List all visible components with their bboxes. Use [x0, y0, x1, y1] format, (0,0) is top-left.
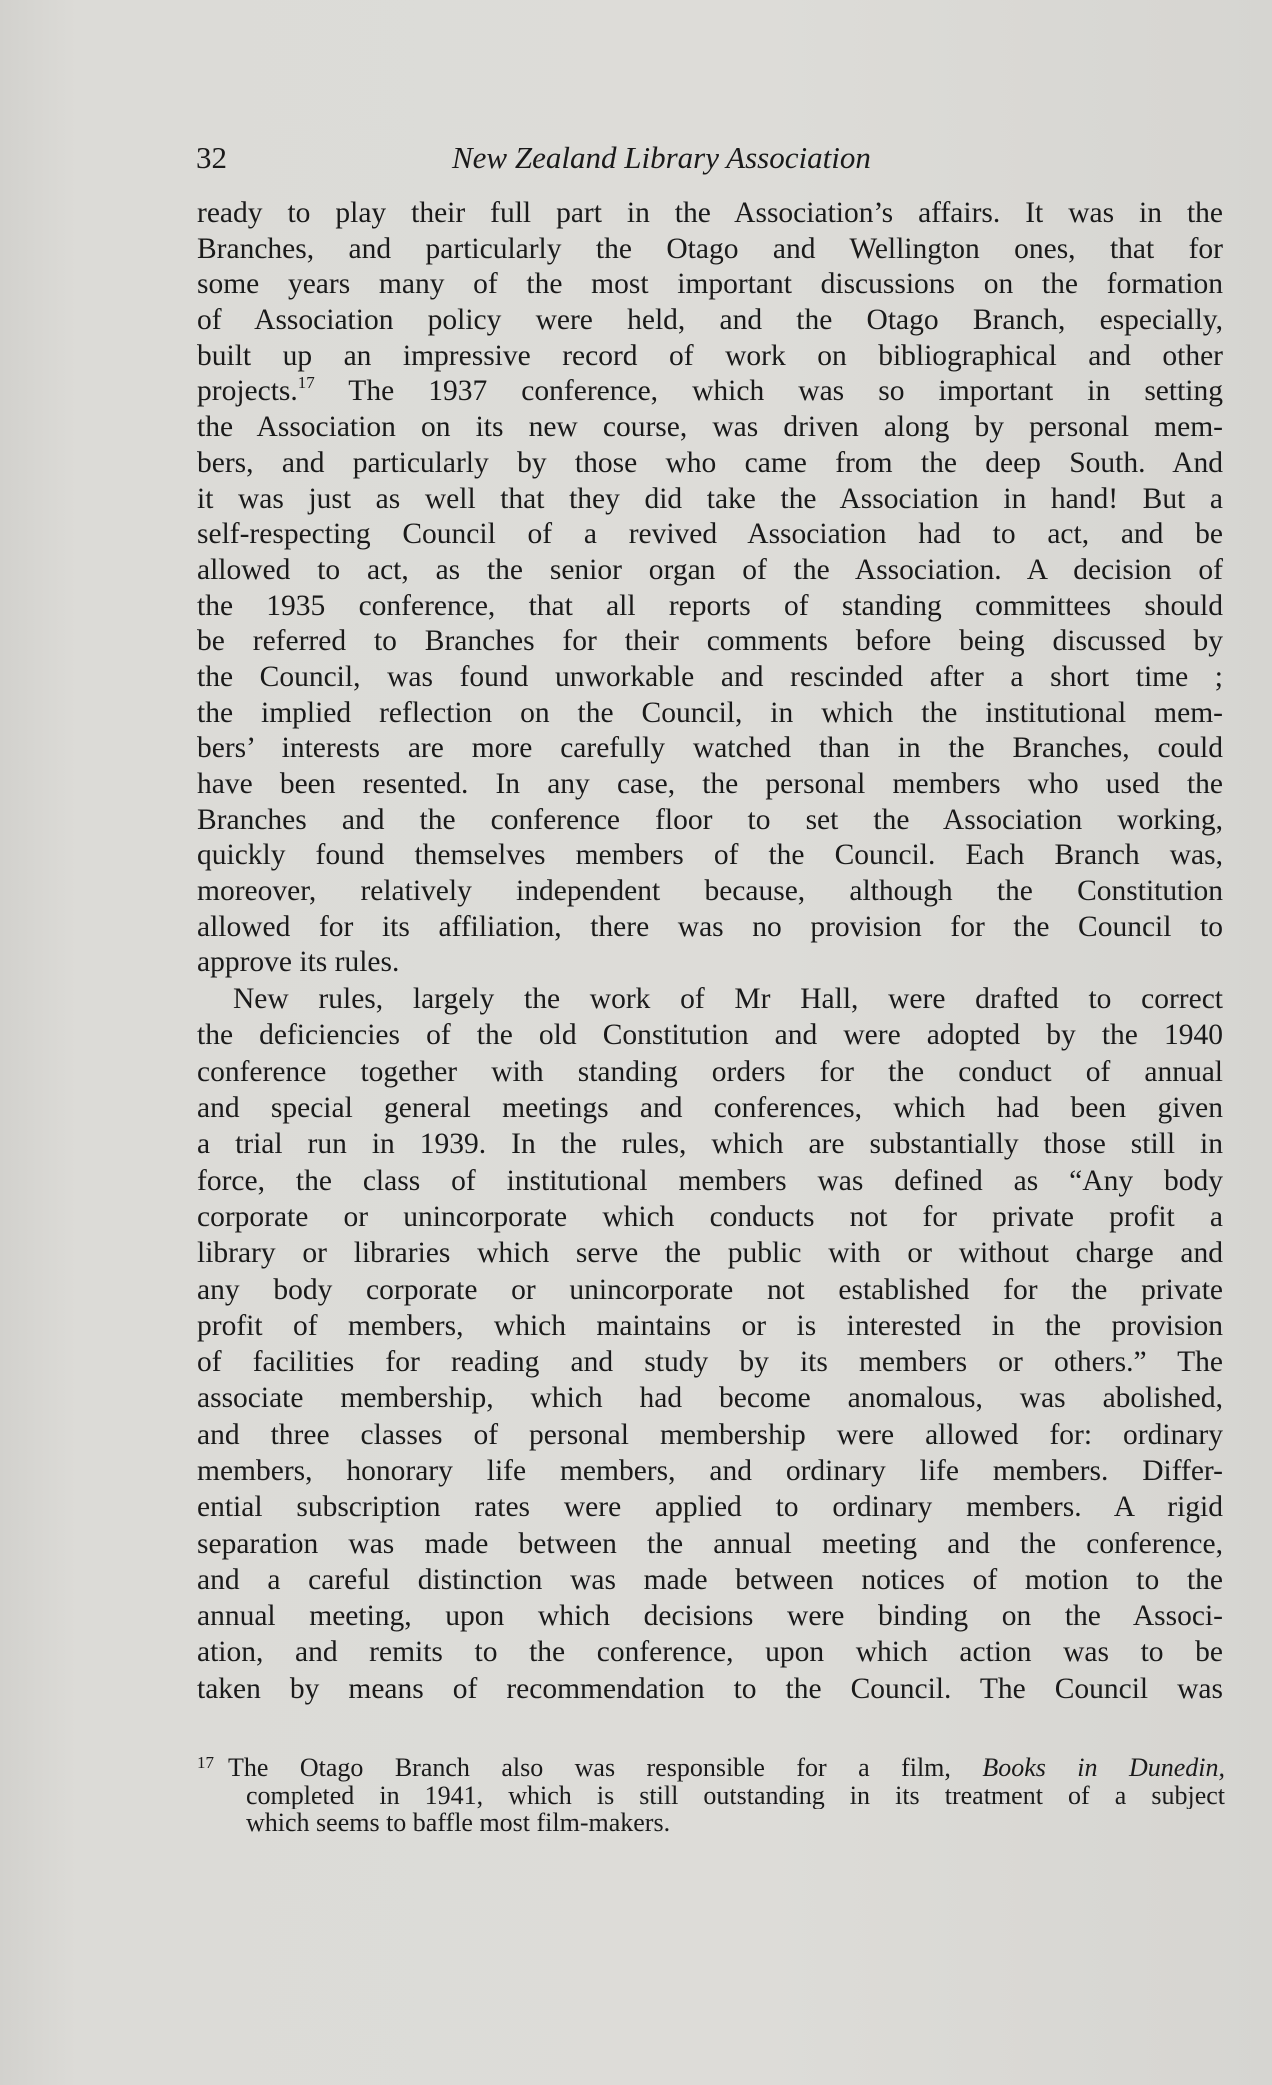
text-line: be referred to Branches for their comments before being discussed by [197, 625, 1223, 658]
text-line: the Association on its new course, was driven along by personal mem- [197, 411, 1223, 444]
footnote-line: which seems to baffle most film-makers. [246, 1809, 671, 1837]
text-line: built up an impressive record of work on bibliographical and other [197, 339, 1223, 372]
text-line: New rules, largely the work of Mr Hall, were drafted to correct [233, 983, 1223, 1016]
footnote-mark: 17 [197, 1754, 214, 1772]
text-line: the Council, was found unworkable and rescinded after a short time ; [197, 660, 1223, 693]
page-number: 32 [196, 140, 227, 175]
text-line: Branches, and particularly the Otago and Wellington ones, that for [197, 232, 1223, 265]
text-line: ential subscription rates were applied to ordinary members. A rigid [197, 1491, 1223, 1524]
film-title: Books in Dunedin, [982, 1754, 1225, 1782]
text-line: of facilities for reading and study by its members or others.” The [197, 1346, 1223, 1379]
text-fragment: projects. [197, 375, 298, 408]
text-fragment: The 1937 conference, which was so important in setting [314, 375, 1223, 408]
text-line [197, 374, 1223, 410]
text-line: library or libraries which serve the public with or without charge and [197, 1237, 1223, 1270]
text-line: any body corporate or unincorporate not established for the private [197, 1273, 1223, 1306]
paragraph-1 [197, 196, 1223, 981]
text-line: force, the class of institutional members was defined as “Any body [197, 1164, 1223, 1197]
text-line: some years many of the most important discussions on the formation [197, 268, 1223, 301]
paragraph-2 [197, 981, 1223, 1707]
text-line: self-respecting Council of a revived Association had to act, and be [197, 518, 1223, 551]
text-line: approve its rules. [197, 946, 400, 979]
text-line: associate membership, which had become anomalous, was abolished, [197, 1382, 1223, 1415]
text-line: and three classes of personal membership were allowed for: ordinary [197, 1418, 1223, 1451]
text-line: bers’ interests are more carefully watched than in the Branches, could [197, 732, 1223, 765]
text-line: taken by means of recommendation to the Council. The Council was [197, 1672, 1223, 1705]
text-line: ready to play their full part in the Association’s affairs. It was in the [197, 197, 1223, 229]
body-text [197, 196, 1223, 1707]
text-line: and special general meetings and conferences, which had been given [197, 1092, 1223, 1125]
text-line: the 1935 conference, that all reports of standing committees should [197, 589, 1223, 622]
text-line: of Association policy were held, and the Otago Branch, especially, [197, 304, 1223, 337]
footnote-line [197, 1754, 1225, 1782]
text-line: the implied reflection on the Council, in which the institutional mem- [197, 696, 1223, 729]
text-line: separation was made between the annual meeting and the conference, [197, 1527, 1223, 1560]
text-line: profit of members, which maintains or is interested in the provision [197, 1309, 1223, 1342]
text-line: have been resented. In any case, the personal members who used the [197, 768, 1223, 800]
text-line: moreover, relatively independent because, although the Constitution [197, 875, 1223, 908]
text-line: bers, and particularly by those who came from the deep South. And [197, 446, 1223, 479]
text-line: allowed for its affiliation, there was no provision for the Council to [197, 910, 1223, 943]
footnote [197, 1754, 1225, 1837]
footnote-reference: 17 [297, 374, 315, 393]
text-line: conference together with standing orders for the conduct of annual [197, 1055, 1223, 1088]
text-line: a trial run in 1939. In the rules, which are substantially those still in [197, 1128, 1223, 1161]
text-line: annual meeting, upon which decisions were binding on the Associ- [197, 1600, 1223, 1633]
text-line: ation, and remits to the conference, upon which action was to be [197, 1636, 1223, 1669]
text-line: allowed to act, as the senior organ of the Association. A decision of [197, 553, 1223, 586]
text-line: the deficiencies of the old Constitution and were adopted by the 1940 [197, 1019, 1223, 1052]
text-line: corporate or unincorporate which conducts not for private profit a [197, 1200, 1223, 1233]
text-line: and a careful distinction was made between notices of motion to the [197, 1563, 1223, 1596]
footnote-line: completed in 1941, which is still outstanding in its treatment of a subject [246, 1781, 1225, 1809]
text-line: Branches and the conference floor to set the Association working, [197, 803, 1223, 836]
text-line: it was just as well that they did take the Association in hand! But a [197, 482, 1223, 515]
page-header [196, 140, 1224, 180]
text-line: quickly found themselves members of the Council. Each Branch was, [197, 839, 1223, 872]
running-title: New Zealand Library Association [452, 140, 871, 175]
footnote-text: The Otago Branch also was responsible for a film, [228, 1754, 983, 1782]
text-line: members, honorary life members, and ordinary life members. Differ- [197, 1454, 1223, 1487]
